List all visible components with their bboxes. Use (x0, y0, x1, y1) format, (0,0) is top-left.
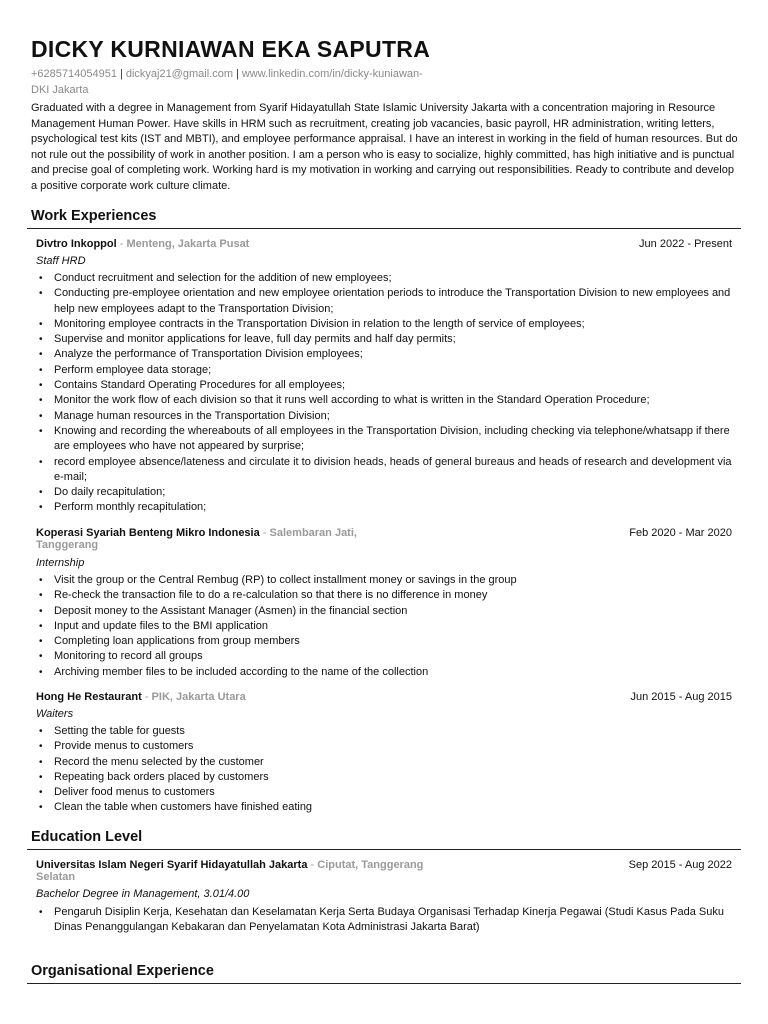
section-divider (27, 849, 741, 850)
list-item: • Manage human resources in the Transportation Division; (36, 409, 742, 424)
candidate-name: DICKY KURNIAWAN EKA SAPUTRA (31, 36, 431, 62)
entry-dash: - (144, 691, 149, 703)
list-item: • Monitoring employee contracts in the Transportation Division in relation to the length of service of employees; (36, 317, 742, 332)
job-role: Waiters (36, 708, 74, 720)
entry-dash: - (262, 527, 267, 539)
email-address[interactable]: dickyaj21@gmail.com (125, 68, 233, 80)
section-divider (27, 228, 741, 229)
contact-separator: | (235, 68, 239, 80)
list-item: • Deliver food menus to customers (36, 785, 742, 800)
job-dates: Jun 2015 - Aug 2015 (630, 691, 732, 703)
list-item: • Conduct recruitment and selection for the addition of new employees; (36, 271, 742, 286)
list-item: • Knowing and recording the whereabouts of all employees in the Transportation Division, including checking via telephone/whatsapp if there are employees who have not appeared by surprise; (36, 424, 742, 455)
list-item: • Deposit money to the Assistant Manager (Asmen) in the financial section (36, 604, 742, 619)
degree: Bachelor Degree in Management, 3.01/4.00 (36, 888, 250, 900)
job-company: Koperasi Syariah Benteng Mikro Indonesia (36, 527, 260, 539)
education-section-title: Education Level (31, 829, 143, 845)
job-header (36, 691, 732, 703)
list-item: • Supervise and monitor applications for leave, full day permits and half day permits; (36, 332, 742, 347)
list-item: • Perform monthly recapitulation; (36, 500, 742, 515)
location: DKI Jakarta (31, 84, 89, 96)
entry-dash: - (310, 859, 315, 871)
entry-dash: - (119, 238, 124, 250)
job-dates: Jun 2022 - Present (639, 238, 732, 250)
job-duties-list (36, 271, 742, 516)
list-item: • Archiving member files to be included according to the name of the collection (36, 665, 742, 680)
contact-line (31, 68, 423, 80)
job-location: Salembaran Jati, (269, 527, 357, 539)
list-item: • Pengaruh Disiplin Kerja, Kesehatan dan Keselamatan Kerja Serta Budaya Organisasi Terhadap Kinerja Pegawai (Studi Kasus Pada Suku Dinas Penanggulangan Kebakaran dan Penyelamatan Kota Administrasi Jakarta Barat) (36, 905, 742, 936)
thesis-list (36, 905, 742, 936)
school-location-line2: Selatan (36, 871, 76, 883)
job-role: Internship (36, 557, 85, 569)
job-duties-list (36, 724, 742, 816)
list-item: • Provide menus to customers (36, 739, 742, 754)
list-item: • Setting the table for guests (36, 724, 742, 739)
section-divider (27, 983, 741, 984)
list-item: • Monitoring to record all groups (36, 649, 742, 664)
job-location-line2: Tanggerang (36, 539, 99, 551)
list-item: • Completing loan applications from group members (36, 634, 742, 649)
contact-separator: | (119, 68, 123, 80)
list-item: • Monitor the work flow of each division so that it runs well according to what is written in the Standard Operation Procedure; (36, 393, 742, 408)
list-item: • Input and update files to the BMI application (36, 619, 742, 634)
work-section-title: Work Experiences (31, 208, 157, 224)
education-header (36, 859, 732, 883)
list-item: • Clean the table when customers have finished eating (36, 800, 742, 815)
organisational-section-title: Organisational Experience (31, 963, 214, 979)
job-location: Menteng, Jakarta Pusat (126, 238, 250, 250)
profile-summary: Graduated with a degree in Management from Syarif Hidayatullah State Islamic University Jakarta with a concentration majoring in Resource Management Human Power. Have skills in HRM such as recruitment, creating job vacancies, basic payroll, HR administration, writing letters, psychological test kits (IST and MBTI), and employee performance appraisal. I have an interest in working in the field of human resources. But do not rule out the possibility of work in another position. I am a person who is easy to socialize, highly committed, has high initiative and is punctual and precise goal of completing work. Working hard is my motivation in working and carrying out responsibilities. Ready to contribute and develop a positive corporate work culture climate. (31, 102, 738, 192)
job-duties-list (36, 573, 742, 680)
list-item: • Do daily recapitulation; (36, 485, 742, 500)
list-item: • Repeating back orders placed by customers (36, 770, 742, 785)
list-item: • Analyze the performance of Transportation Division employees; (36, 347, 742, 362)
job-header (36, 527, 732, 551)
list-item: • Conducting pre-employee orientation and new employee orientation periods to introduce the Transportation Division to new employees and help new employees adapt to the Transportation Division; (36, 286, 742, 317)
job-role: Staff HRD (36, 255, 86, 267)
job-location: PIK, Jakarta Utara (151, 691, 246, 703)
list-item: • record employee absence/lateness and circulate it to division heads, heads of general bureaus and heads of research and development via e-mail; (36, 455, 742, 486)
phone-number[interactable]: +6285714054951 (31, 68, 117, 80)
list-item: • Perform employee data storage; (36, 363, 742, 378)
school-name: Universitas Islam Negeri Syarif Hidayatullah Jakarta (36, 859, 308, 871)
linkedin-link[interactable]: www.linkedin.com/in/dicky-kuniawan- (241, 68, 423, 80)
list-item: • Record the menu selected by the customer (36, 755, 742, 770)
list-item: • Re-check the transaction file to do a re-calculation so that there is no difference in money (36, 588, 742, 603)
school-location: Ciputat, Tanggerang (317, 859, 424, 871)
job-header (36, 238, 732, 250)
job-company: Hong He Restaurant (36, 691, 142, 703)
education-dates: Sep 2015 - Aug 2022 (628, 859, 732, 871)
job-company: Divtro Inkoppol (36, 238, 117, 250)
job-dates: Feb 2020 - Mar 2020 (629, 527, 732, 539)
list-item: • Contains Standard Operating Procedures for all employees; (36, 378, 742, 393)
list-item: • Visit the group or the Central Rembug (RP) to collect installment money or savings in the group (36, 573, 742, 588)
